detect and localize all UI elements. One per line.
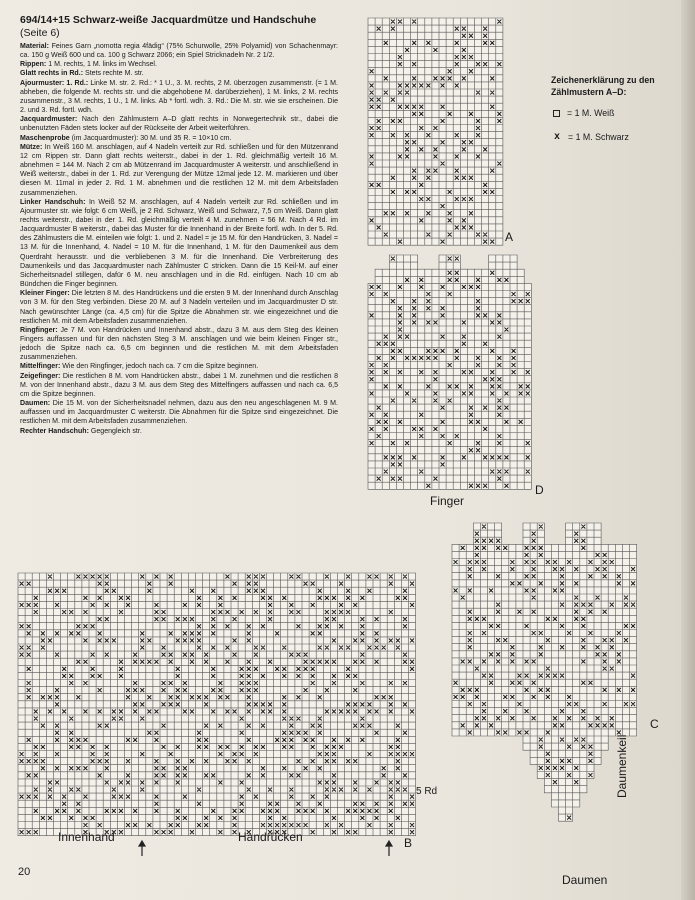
paragraph-text: Nach den Zählmustern A–D glatt rechts in Norwegertechnik str., dabei die unbenutzten Fäden stets locker auf der Rückseite der Arbeit weiterführen. xyxy=(20,116,338,133)
instruction-paragraph xyxy=(20,289,338,326)
instruction-paragraph xyxy=(20,362,338,371)
page-gutter xyxy=(681,0,695,900)
instruction-paragraph xyxy=(20,69,338,78)
paragraph-label: Maschenprobe xyxy=(20,134,70,142)
chart-b-label-right: Handrücken xyxy=(238,830,303,844)
instructions-body xyxy=(20,42,338,436)
paragraph-label: Kleiner Finger: xyxy=(20,290,70,298)
paragraph-label: Mittelfinger: xyxy=(20,363,61,371)
paragraph-text: Die letzten 8 M. des Handrückens und die ersten 9 M. der Innenhand durch Anschlag von 3 M. für den Steg verbinden. Diese 20 M. auf 3 Nadeln verteilen und im Jacquardmuster D str. Nach gewünschter Länge (ca. 4,5 cm) für die Spitze die Abnahmen str. wie eingezeichnet und die restlichen M. mit dem Arbeitsfaden zusammenziehen. xyxy=(20,290,338,325)
legend-black-label: = 1 M. Schwarz xyxy=(568,131,629,142)
paragraph-text: Die restlichen 8 M. vom Handrücken abstr., dabei 1 M. zunehmen und die restlichen 8 M. von der Innenhand abstr., dazu 3 M. aus dem Steg des Mittelfingers auffassen und nach ca. 6,5 cm die Spitze beginnen. xyxy=(20,372,338,398)
paragraph-label: Glatt rechts in Rd.: xyxy=(20,70,84,78)
white-square-icon xyxy=(553,110,560,117)
chart-b-label-left: Innenhand xyxy=(58,830,115,844)
page-number: 20 xyxy=(18,866,31,878)
paragraph-text: Linke M. str. 2. Rd.: * 1 U., 3. M. rechts, 2 M. überzogen zusammenstr. (= 1 M. abheben, die folgende M. rechts str. und die abgehobene M. darüberziehen), 1 M. links, 2 M. rechts zusammenstr., 3 M. rechts, 1 U., 1 M. links. Ab * fortl. wdh. 3. Rd.: Die M. str. wie sie erscheinen. Die 2. und 3. Rd. fortl. wdh. xyxy=(20,79,338,115)
paragraph-text: Die 15 M. von der Sicherheitsnadel nehmen, dazu aus den neu angeschlagenen M. 9 M. auffassen und im Jacquardmuster C weiterstr. Die Abnahmen für die Spitze sind eingezeichnet. Die restlichen M. mit dem Arbeitsfaden zusammenziehen. xyxy=(20,400,338,426)
chart-b-rows-label: 5 Rd xyxy=(416,786,438,797)
paragraph-text: Feines Garn „nomotta regia 4fädig“ (75% Schurwolle, 25% Polyamid) von Schachenmayr: ca. 150 g Weiß 600 und ca. 100 g Schwarz 2066; ein Spiel Stricknadeln Nr. 2 1/2. xyxy=(20,43,338,60)
title-number: 694/14+15 xyxy=(20,14,70,26)
legend-black xyxy=(553,131,681,142)
chart-a-letter: A xyxy=(505,230,514,244)
instruction-paragraph xyxy=(20,115,338,133)
instruction-paragraph xyxy=(20,399,338,426)
paragraph-label: Ajourmuster: 1. Rd.: xyxy=(20,79,89,87)
title-page-ref: (Seite 6) xyxy=(20,27,60,39)
paragraph-label: Material: xyxy=(20,43,49,50)
legend-heading: Zeichenerklärung zu den Zählmustern A–D: xyxy=(551,75,655,97)
paragraph-label: Mütze: xyxy=(20,143,43,151)
instruction-paragraph xyxy=(20,60,338,69)
instruction-paragraph xyxy=(20,143,338,198)
instruction-paragraph xyxy=(20,79,338,116)
paragraph-text: Je 7 M. von Handrücken und Innenhand abstr., dazu 3 M. aus dem Steg des kleinen Fingers auffassen und für den nächsten Steg 3 M. anschlagen und wie beim kleinen Finger str., jedoch die Spitze nach ca. 6,5 cm beginnen und die restlichen M. mit dem Arbeitsfaden zusammenziehen. xyxy=(20,326,338,362)
paragraph-text: (im Jacquardmuster): 30 M. und 35 R. = 10×10 cm. xyxy=(69,134,232,142)
chart-d-label: Finger xyxy=(430,494,465,508)
paragraph-label: Jacquardmuster: xyxy=(20,116,78,124)
paragraph-text: In Weiß 160 M. anschlagen, auf 4 Nadeln verteilt zur Rd. schließen und für den Mützenrand 12 cm Rippen str. Dann glatt rechts weiterstr., dabei in der 1. Rd. gleichmäßig verteilt 16 M. abnehmen = 144 M. Nach 2 cm ab Mützenrand im Jacquardmuster A weiterstr. und anschließend in Weiß weiterstr., dabei in der 1. Rd. zur Verengung der Mütze 12mal jede 12. M. markieren und über diesen M. 11mal in jeder 2. Rd. 1 M. abnehmen und die restlichen 12 M. mit dem Arbeitsfaden zusammenziehen. xyxy=(20,143,338,197)
instruction-paragraph xyxy=(20,427,338,436)
instruction-paragraph xyxy=(20,326,338,363)
paragraph-label: Ringfinger: xyxy=(20,326,58,334)
paragraph-text: In Weiß 52 M. anschlagen, auf 4 Nadeln verteilt zur Rd. schließen und im Ajourmuster str. wie folgt: 6 cm Weiß, je 2 Rd. Schwarz, Weiß und Schwarz, 7,5 cm Weiß. Dann glatt rechts weiterstr., dabei in der 1. Rd. gleichmäßig verteilt 4 M. zunehmen = 56 M. Nach 4 Rd. im Jacquardmuster B weiterstr., dabei das Muster für die Innenhand in der Breite fortl. wdh. In der 5. Rd. des Zählmusters die M. einteilen wie folgt: 1. und 2. Nadel = je 15 M. für den Handrücken, 3. Nadel = 13 M. für die Innenhand, 4. Nadel = 10 M. für die Innenhand, 1 M. für den Daumenkeil aus dem Querdraht herausstr. und die verbliebenen 3 M. für die Innenhand. Die Verbreiterung des Daumenkeils und das Jacquardmuster nach Zählmuster C stricken. Dann die 15 Keil-M. auf einer Sicherheitsnadel stillegen, dafür 6 M. neu anschlagen und in die Rd. einfügen. Nach 10 cm ab Bündchen die Finger beginnen. xyxy=(20,198,338,289)
instruction-paragraph xyxy=(20,42,338,60)
arrow-up-icon xyxy=(385,840,393,856)
chart-c-label-side: Daumenkeil xyxy=(615,734,629,798)
symbol-legend xyxy=(551,74,681,155)
paragraph-text: 1 M. rechts, 1 M. links im Wechsel. xyxy=(46,61,157,69)
chart-a-grid xyxy=(368,18,504,244)
chart-d-letter: D xyxy=(535,483,544,497)
paragraph-label: Zeigefinger: xyxy=(20,372,61,380)
chart-b-grid xyxy=(18,573,416,835)
article-title xyxy=(20,14,338,40)
chart-c-letter: C xyxy=(650,717,659,731)
instruction-paragraph xyxy=(20,134,338,143)
black-cross-icon: x xyxy=(554,131,560,142)
arrow-up-icon xyxy=(138,840,146,856)
paragraph-text: Stets rechte M. str. xyxy=(83,70,144,78)
chart-d-grid xyxy=(368,255,530,491)
paragraph-label: Linker Handschuh: xyxy=(20,198,86,206)
title-text: Schwarz-weiße Jacquardmütze und Handschuhe xyxy=(72,14,317,26)
chart-b-letter: B xyxy=(404,836,413,850)
paragraph-text: Gegengleich str. xyxy=(88,427,142,435)
chart-c-label-bottom: Daumen xyxy=(562,873,608,887)
chart-c-grid xyxy=(452,523,648,853)
paragraph-label: Rippen: xyxy=(20,61,47,69)
instruction-paragraph xyxy=(20,198,338,290)
legend-white xyxy=(553,108,681,118)
paragraph-text: Wie den Ringfinger, jedoch nach ca. 7 cm die Spitze beginnen. xyxy=(60,363,259,371)
legend-white-label: = 1 M. Weiß xyxy=(567,108,615,118)
paragraph-label: Daumen: xyxy=(20,400,51,408)
paragraph-label: Rechter Handschuh: xyxy=(20,427,89,435)
instructions-column xyxy=(20,14,338,436)
instruction-paragraph xyxy=(20,372,338,399)
